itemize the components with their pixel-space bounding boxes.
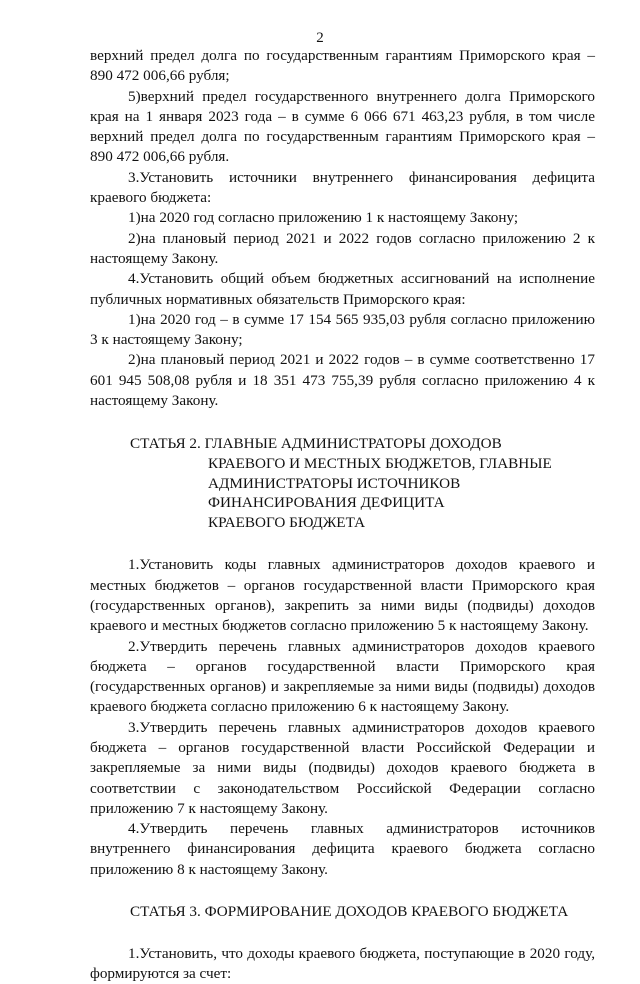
article-2-heading (90, 434, 595, 532)
article-heading-line: КРАЕВОГО И МЕСТНЫХ БЮДЖЕТОВ, ГЛАВНЫЕ (208, 454, 552, 472)
paragraph: 3.Установить источники внутреннего финансирования дефицита краевого бюджета: (90, 168, 595, 207)
paragraph: 5)верхний предел государственного внутреннего долга Приморского края на 1 января 2023 года – в сумме 6 066 671 463,23 рубля, в том числе верхний предел долга по государственным гарантиям Приморского края – 890 472 006,66 рубля. (90, 87, 595, 166)
paragraph: 1.Установить коды главных администраторов доходов краевого и местных бюджетов – органов государственной власти Приморского края (государственных органов), закрепить за ними виды (подвиды) доходов краевого и местных бюджетов согласно приложению 5 к настоящему Закону. (90, 556, 595, 635)
article-heading-line: СТАТЬЯ 3. ФОРМИРОВАНИЕ ДОХОДОВ КРАЕВОГО БЮДЖЕТА (130, 903, 569, 921)
article-heading-line: СТАТЬЯ 2. ГЛАВНЫЕ АДМИНИСТРАТОРЫ ДОХОДОВ (130, 435, 502, 453)
paragraph: 1.Установить, что доходы краевого бюджета, поступающие в 2020 году, формируются за счет: (90, 944, 595, 982)
article-heading-line: ФИНАНСИРОВАНИЯ ДЕФИЦИТА (208, 494, 445, 512)
article-heading-line: КРАЕВОГО БЮДЖЕТА (208, 513, 366, 531)
paragraph: 4.Установить общий объем бюджетных ассигнований на исполнение публичных нормативных обязательств Приморского края: (90, 270, 595, 308)
paragraph: 3.Утвердить перечень главных администраторов доходов краевого бюджета – органов государственной власти Российской Федерации и закрепляемые за ними виды (подвиды) доходов краевого бюджета в соответствии с законодательством Российской Федерации согласно приложению 7 к настоящему Закону. (90, 718, 595, 817)
paragraph: 2.Утвердить перечень главных администраторов доходов краевого бюджета – органов государственной власти Приморского края (государственных органов) и закрепляемые за ними виды (подвиды) доходов краевого бюджета согласно приложению 6 к настоящему Закону. (90, 637, 595, 716)
document-body (90, 46, 595, 984)
paragraph: 1)на 2020 год согласно приложению 1 к настоящему Закону; (128, 209, 519, 227)
paragraph: 1)на 2020 год – в сумме 17 154 565 935,03 рубля согласно приложению 3 к настоящему Закону; (90, 310, 595, 349)
article-heading-line: АДМИНИСТРАТОРЫ ИСТОЧНИКОВ (208, 474, 461, 492)
paragraph: 4.Утвердить перечень главных администраторов источников внутреннего финансирования дефицита краевого бюджета согласно приложению 8 к настоящему Закону. (90, 820, 595, 878)
paragraph: 2)на плановый период 2021 и 2022 годов согласно приложению 2 к настоящему Закону. (90, 229, 595, 267)
paragraph: верхний предел долга по государственным гарантиям Приморского края – 890 472 006,66 рубля; (90, 47, 595, 85)
page-number: 2 (316, 30, 324, 46)
article-3-heading (90, 902, 595, 922)
paragraph: 2)на плановый период 2021 и 2022 годов – в сумме соответственно 17 601 945 508,08 рубля и 18 351 473 755,39 рубля согласно приложению 4 к настоящему Закону. (90, 351, 595, 410)
